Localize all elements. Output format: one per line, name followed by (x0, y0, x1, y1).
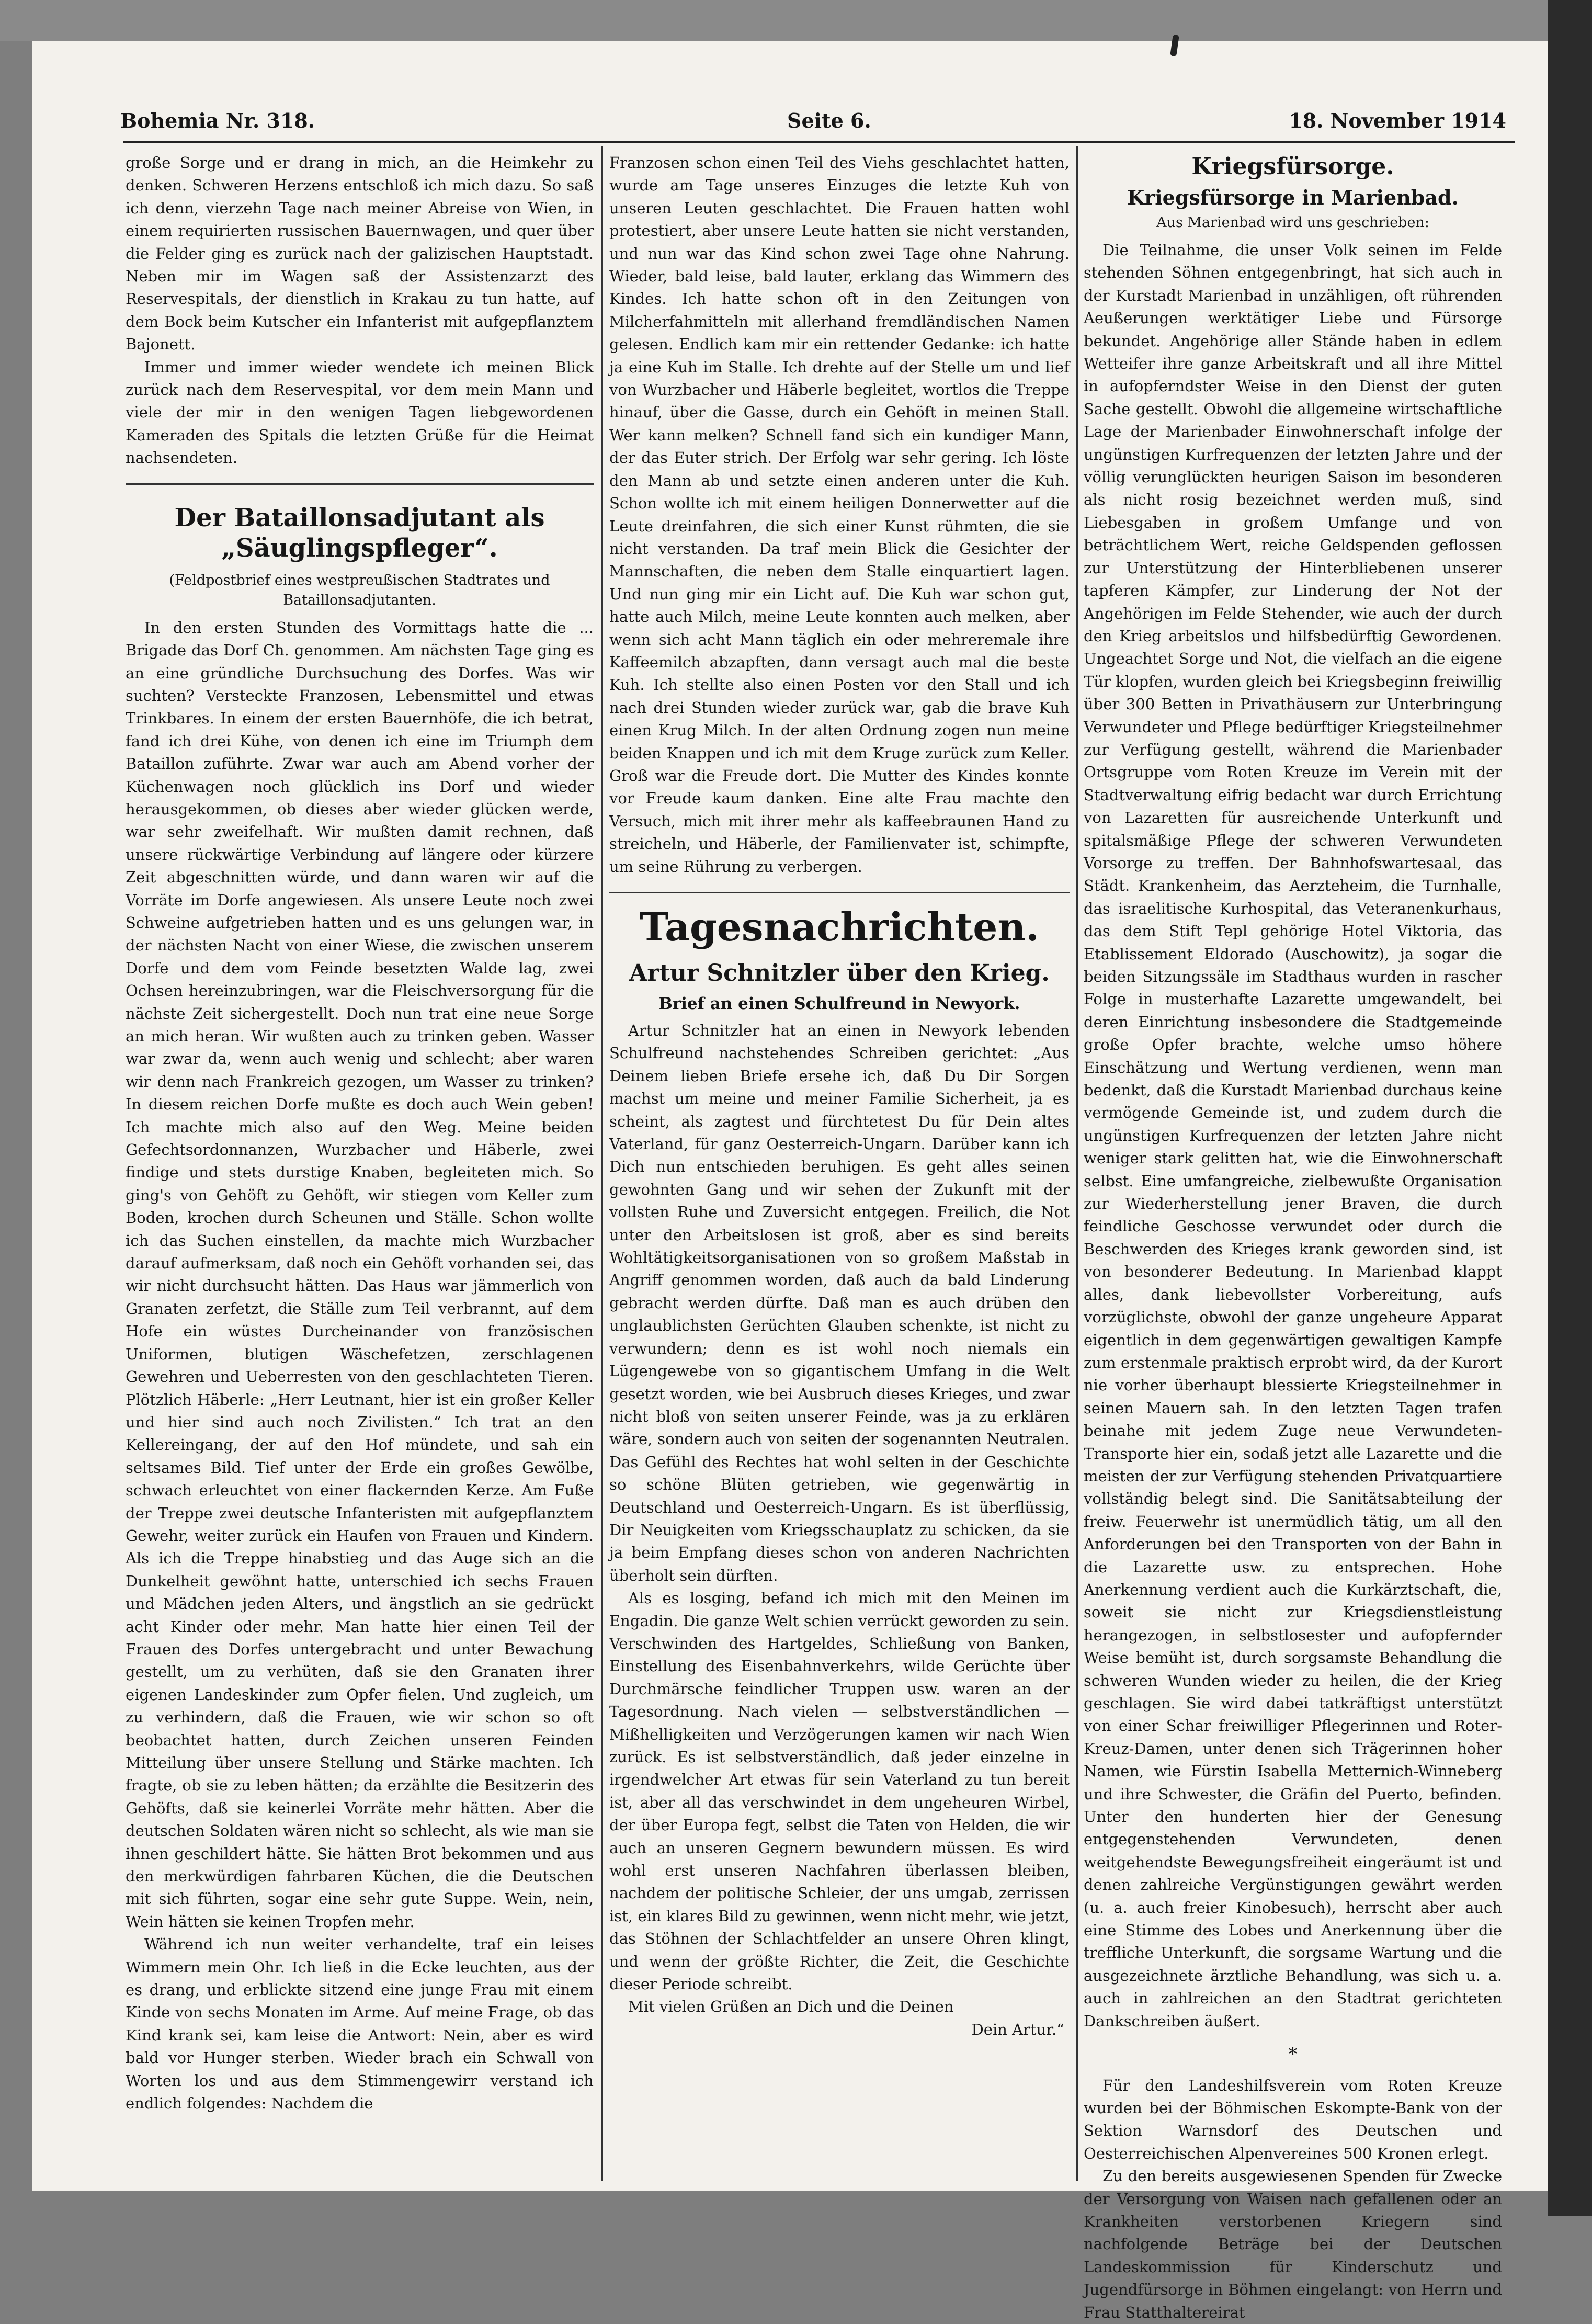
col2-paragraph-4: Mit vielen Grüßen an Dich und die Deinen (628, 1998, 954, 2016)
col2-paragraph-2: Artur Schnitzler hat an einen in Newyork lebenden Schulfreund nachstehendes Schreiben gerichtet: „Aus Deinem lieben Briefe ersehe ich, daß Du Dir Sorgen machst um meine und meiner Familie Sicherheit, ja es scheint, als zagtest und fürchtetest Du für Dein altes Vaterland, für ganz Oesterreich-Ungarn. Darüber kann ich Dich nun entschieden beruhigen. Es geht alles seinen gewohnten Gang und wir sehen der Zukunft mit der vollsten Ruhe und Zuversicht entgegen. Freilich, die Not unter den Arbeitslosen ist groß, aber es sind bereits Wohltätigkeitsorganisationen von so großem Maßstab in Angriff genommen worden, daß auch da bald Linderung gebracht werden dürfte. Daß man es auch drüben den unglaublichsten Gerüchten Glauben schenkte, ist nicht zu verwundern; denn es ist wohl noch niemals ein Lügengewebe von so gigantischem Umfang in die Welt gesetzt worden, wie bei Ausbruch dieses Krieges, und zwar nicht bloß von seiten unserer Feinde, was ja zu erklären wäre, sondern auch von seiten der sogenannten Neutralen. Das Gefühl des Rechtes hat wohl selten in der Geschichte so schöne Blüten getrieben, wie gegenwärtig in Deutschland und Oesterreich-Ungarn. Es ist überflüssig, Dir Neuigkeiten vom Kriegsschauplatz zu schicken, da sie ja beim Empfang dieses schon von anderen Nachrichten überholt sein dürften. (609, 1022, 1070, 1584)
article-byline-marienbad: Aus Marienbad wird uns geschrieben: (1156, 214, 1429, 231)
letter-signoff: Dein Artur.“ (971, 2020, 1064, 2038)
col1-paragraph-3: In den ersten Stunden des Vormittags hatte die ... Brigade das Dorf Ch. genommen. Am nächsten Tage ging es an eine gründliche Durchsuchung des Dorfes. Was wir suchten? Versteckte Franzosen, Lebensmittel und etwas Trinkbares. In einem der ersten Bauernhöfe, die ich betrat, fand ich drei Kühe, von denen ich eine im Triumph dem Bataillon zuführte. Zwar war auch am Abend vorher der Küchenwagen noch glücklich ins Dorf und wieder herausgekommen, ob dieses aber wieder glücken werde, war sehr zweifelhaft. Wir mußten damit rechnen, daß unsere rückwärtige Verbindung auf längere oder kürzere Zeit abgeschnitten würde, und dann waren wir auf die Vorräte im Dorfe angewiesen. Als unsere Leute noch zwei Schweine aufgetrieben hatten und es uns gelungen war, in der nächsten Nacht von einer Wiese, die zwischen unserem Dorfe und dem vom Feinde besetzten Walde lag, zwei Ochsen hereinzubringen, war die Fleischversorgung für die nächste Zeit sichergestellt. Doch nun trat eine neue Sorge an mich heran. Wir wußten auch zu trinken geben. Wasser war zwar da, wenn auch wenig und schlecht; aber waren wir denn nach Frankreich gezogen, um Wasser zu trinken? In diesem reichen Dorfe mußte es doch auch Wein geben! Ich machte mich also auf den Weg. Meine beiden Gefechtsordonnanzen, Wurzbacher und Häberle, zwei findige und stets durstige Knaben, begleiteten mich. So ging's von Gehöft zu Gehöft, wir stiegen vom Keller zum Boden, krochen durch Scheunen und Ställe. Schon wollte ich das Suchen einstellen, da machte mich Wurzbacher darauf aufmerksam, daß noch ein Gehöft vorhanden sei, das wir nicht durchsucht hätten. Das Haus war jämmerlich von Granaten zerfetzt, die Ställe zum Teil verbrannt, auf dem Hofe ein wüstes Durcheinander von französischen Uniformen, blutigen Wäschefetzen, zerschlagenen Gewehren und Ueberresten von den geschlachteten Tieren. Plötzlich Häberle: „Herr Leutnant, hier ist ein großer Keller und hier sind auch noch Zivilisten.“ Ich trat an den Kellereingang, der auf den Hof mündete, und sah ein seltsames Bild. Tief unter der Erde ein großes Gewölbe, schwach erleuchtet von einer flackernden Kerze. Am Fuße der Treppe zwei deutsche Infanteristen mit aufgepflanztem Gewehr, weiter zurück ein Haufen von Frauen und Kindern. Als ich die Treppe hinabstieg und das Auge sich an die Dunkelheit gewöhnt hatte, unterschied ich sechs Frauen und Mädchen jeden Alters, und ängstlich an sie gedrückt acht Kinder oder mehr. Man hatte hier einen Teil der Frauen des Dorfes untergebracht und unter Bewachung gestellt, um zu verhüten, daß sie den Granaten ihrer eigenen Landeskinder zum Opfer fielen. Und zugleich, um zu verhindern, daß die Frauen, wie wir schon so oft beobachtet hatten, durch Zeichen unseren Feinden Mitteilung über unsere Stellung und Stärke machten. Ich fragte, ob sie zu leben hätten; da erzählte die Besitzerin des Gehöfts, daß sie keinerlei Vorräte mehr hätten. Aber die deutschen Soldaten wären nicht so schlecht, als wie man sie ihnen geschildert hätte. Sie hätten Brot bekommen und aus den merkwürdigen fahrbaren Küchen, die die Deutschen mit sich führten, sogar eine sehr gute Suppe. Wein, nein, Wein hätten sie keinen Tropfen mehr. (126, 618, 594, 1931)
header-date: 18. November 1914 (1289, 109, 1506, 132)
col1-separator (126, 483, 594, 485)
col3-paragraph-2: Für den Landeshilfsverein vom Roten Kreuze wurden bei der Böhmischen Eskompte-Bank von der Sektion Warnsdorf des Deutschen und Oesterreichischen Alpenvereines 500 Kronen erlegt. (1084, 2076, 1502, 2162)
header-masthead: Bohemia Nr. 318. (120, 109, 315, 132)
column-1 (126, 152, 594, 2179)
col3-paragraph-3: Zu den bereits ausgewiesenen Spenden für Zwecke der Versorgung von Waisen nach gefallenen oder an Krankheiten verstorbenen Kriegern sind nachfolgende Beträge bei der Deutschen Landeskommission für Kinderschutz und Jugendfürsorge in Böhmen eingelangt: von Herrn und Frau Statthaltereirat (1084, 2167, 1502, 2321)
col2-separator (609, 892, 1070, 893)
scan-right-margin (1548, 0, 1592, 2216)
page-header (94, 109, 1506, 140)
article-title-schnitzler: Artur Schnitzler über den Krieg. (629, 960, 1050, 987)
article-byline-adjutant: (Feldpostbrief eines westpreußischen Stadtrates und Bataillonsadjutanten. (169, 572, 550, 608)
section-title-tagesnachrichten: Tagesnachrichten. (640, 905, 1039, 950)
header-rule (123, 141, 1515, 143)
col3-paragraph-1: Die Teilnahme, die unser Volk seinen im Felde stehenden Söhnen entgegenbringt, hat sich auch in der Kurstadt Marienbad in unzähligen, oft rührenden Aeußerungen werktätiger Liebe und Fürsorge bekundet. Angehörige aller Stände haben in edlem Wetteifer ihre ganze Arbeitskraft und all ihre Mittel in aufopferndster Weise in den Dienst der guten Sache gestellt. Obwohl die allgemeine wirtschaftliche Lage der Marienbader Einwohnerschaft infolge der ungünstigen Kurfrequenzen der letzten Jahre und der völlig verunglückten heurigen Saison im besonderen als nicht rosig bezeichnet werden muß, sind Liebesgaben in großem Umfange und von beträchtlichem Wert, reiche Geldspenden geflossen zur Unterstützung der Hinterbliebenen unserer tapferen Kämpfer, zur Linderung der Not der Angehörigen im Felde Stehender, wie auch der durch den Krieg arbeitslos und hilfsbedürftig Gewordenen. Ungeachtet Sorge und Not, die vielfach an die eigene Tür klopfen, wurden gleich bei Kriegsbeginn freiwillig über 300 Betten in Privathäusern zur Unterbringung Verwundeter und Pflege bedürftiger Kriegsteilnehmer zur Verfügung gestellt, während die Marienbader Ortsgruppe vom Roten Kreuze im Verein mit der Stadtverwaltung eifrig bedacht war durch Errichtung von Lazaretten für ausreichende Unterkunft und spitalsmäßige Pflege der schweren Verwundeten Vorsorge zu treffen. Der Bahnhofswartesaal, das Städt. Krankenheim, das Aerzteheim, die Turnhalle, das israelitische Kurhospital, das Veteranenkurhaus, das dem Stift Tepl gehörige Hotel Viktoria, das Etablissement Eldorado (Auschowitz), ja sogar die beiden Sitzungssäle im Stadthaus wurden in rascher Folge in musterhafte Lazarette umgewandelt, bei deren Einrichtung insbesondere die Stadtgemeinde große Opfer brachte, welche umso höhere Einschätzung und Wertung verdienen, wenn man bedenkt, daß die Kurstadt Marienbad durchaus keine vermögende Gemeinde ist, und zudem durch die ungünstigen Kurfrequenzen der letzten Jahre nicht weniger stark gelitten hat, wie die Einwohnerschaft selbst. Eine umfangreiche, zielbewußte Organisation zur Wiederherstellung jener Braven, die durch feindliche Geschosse verwundet oder durch die Beschwerden des Krieges krank geworden sind, ist von besonderer Bedeutung. In Marienbad klappt alles, dank liebevollster Vorbereitung, aufs vorzüglichste, obwohl der ganze ungeheure Apparat eigentlich in dem gegenwärtigen gewaltigen Kampfe zum erstenmale praktisch erprobt wird, da der Kurort nie vorher überhaupt blessierte Kriegsteilnehmer in seinen Mauern sah. In den letzten Tagen trafen beinahe mit jedem Zuge neue Verwundeten-Transporte hier ein, sodaß jetzt alle Lazarette und die meisten der zur Verfügung stehenden Privatquartiere vollständig belegt sind. Die Sanitätsabteilung der freiw. Feuerwehr ist unermüdlich tätig, um all den Anforderungen bei den Transporten von der Bahn in die Lazarette usw. zu entsprechen. Hohe Anerkennung verdient auch die Kurkärztschaft, die, soweit sie nicht zur Kriegsdienstleistung herangezogen, in selbstlosester und aufopfernder Weise bemüht ist, durch sorgsamste Behandlung die schweren Wunden wieder zu heilen, die der Krieg geschlagen. Sie wird dabei tatkräftigst unterstützt von einer Schar freiwilliger Pflegerinnen und Roter-Kreuz-Damen, unter denen sich Trägerinnen hoher Namen, wie Fürstin Isabella Metternich-Winneberg und ihre Schwester, die Gräfin del Puerto, befinden. Unter den hunderten hier der Genesung entgegenstehenden Verwundeten, denen weitgehendste Bewegungsfreiheit eingeräumt ist und denen zahlreiche Vergünstigungen gewährt werden (u. a. auch freier Kinobesuch), herrscht aber auch eine Stimme des Lobes und Anerkennung über die treffliche Unterkunft, die sorgsame Wartung und die ausgezeichnete ärztliche Behandlung, was sich u. a. auch in zahlreichen an den Stadtrat gerichteten Dankschreiben äußert. (1084, 241, 1502, 2030)
column-divider-1 (601, 146, 603, 2181)
col1-paragraph-2: Immer und immer wieder wendete ich meinen Blick zurück nach dem Reservespital, vor dem mein Mann und viele der mir in den wenigen Tagen liebgewordenen Kameraden des Spitals die letzten Grüße für die Heimat nachsendeten. (126, 358, 594, 467)
article-title-marienbad: Kriegsfürsorge in Marienbad. (1127, 186, 1459, 209)
article-subtitle-schnitzler: Brief an einen Schulfreund in Newyork. (658, 994, 1020, 1013)
col2-paragraph-1: Franzosen schon einen Teil des Viehs geschlachtet hatten, wurde am Tage unseres Einzuges die letzte Kuh von unseren Leuten geschlachtet. Die Frauen hatten wohl protestiert, aber unsere Leute hatten sie nicht verstanden, und nun war das Kind schon zwei Tage ohne Nahrung. Wieder, bald leise, bald lauter, erklang das Wimmern des Kindes. Ich hatte schon oft in den Zeitungen von Milcherfahmitteln mit allerhand fremdländischen Namen gelesen. Endlich kam mir ein rettender Gedanke: ich hatte ja eine Kuh im Stalle. Ich drehte auf der Stelle um und lief von Wurzbacher und Häberle begleitet, wortlos die Treppe hinauf, über die Gasse, durch ein Gehöft in meinen Stall. Wer kann melken? Schnell fand sich ein kundiger Mann, der das Euter strich. Der Erfolg war sehr gering. Ich löste den Mann ab und setzte einen anderen unter die Kuh. Schon wollte ich mit einem heiligen Donnerwetter auf die Leute dreinfahren, die sich einer Kunst rühmten, die sie nicht verstanden. Da traf mein Blick die Gesichter der Mannschaften, die neben dem Stalle einquartiert lagen. Und nun ging mir ein Licht auf. Die Kuh war schon gut, hatte auch Milch, meine Leute konnten auch melken, aber wenn sich acht Mann täglich ein oder mehreremale ihre Kaffeemilch abzapften, dann versagt auch mal die beste Kuh. Ich stellte also einen Posten vor den Stall und ich nach drei Stunden wieder zurück war, gab die brave Kuh einen Krug Milch. In der alten Ordnung zogen nun meine beiden Knappen und ich mit dem Kruge zurück zum Keller. Groß war die Freude dort. Die Mutter des Kindes konnte vor Freude kaum danken. Eine alte Frau machte den Versuch, mich mit ihrer mehr als kaffeebraunen Hand zu streicheln, und Häberle, der Familienvater ist, schimpfte, um seine Rührung zu verbergen. (609, 154, 1070, 876)
column-divider-2 (1076, 146, 1078, 2181)
header-page-number: Seite 6. (787, 109, 871, 132)
column-2 (609, 152, 1070, 2179)
col1-paragraph-1: große Sorge und er drang in mich, an die Heimkehr zu denken. Schweren Herzens entschloß ich mich dazu. So saß ich denn, vierzehn Tage nach meiner Abreise von Wien, in einem requirierten russischen Bauernwagen, und quer über die Felder ging es zurück nach der galizischen Hauptstadt. Neben mir im Wagen saß der Assistenzarzt des Reservespitals, der dienstlich in Krakau zu tun hatte, auf dem Bock beim Kutscher ein Infanterist mit aufgepflanztem Bajonett. (126, 154, 594, 354)
article-title-adjutant: Der Bataillonsadjutant als „Säuglingspfleger“. (174, 503, 545, 563)
scan-top-margin (0, 0, 1592, 41)
section-title-kriegsfuersorge: Kriegsfürsorge. (1191, 153, 1394, 180)
col2-paragraph-3: Als es losging, befand ich mich mit den Meinen im Engadin. Die ganze Welt schien verrückt geworden zu sein. Verschwinden des Hartgeldes, Schließung von Banken, Einstellung des Eisenbahnverkehrs, wilde Gerüchte über Durchmärsche feindlicher Truppen usw. waren an der Tagesordnung. Nach vielen — selbstverständlichen — Mißhelligkeiten und Verzögerungen kamen wir nach Wien zurück. Es ist selbstverständlich, daß jeder einzelne in irgendwelcher Art etwas für sein Vaterland zu tun bereit ist, aber all das verschwindet in dem ungeheuren Wirbel, der über Europa fegt, selbst die Taten von Helden, die wir auch an unseren Gegnern bewundern müssen. Es wird wohl erst unseren Nachfahren überlassen bleiben, nachdem der politische Schleier, der uns umgab, zerrissen ist, ein klares Bild zu gewinnen, wenn nicht mehr, wie jetzt, das Stöhnen der Schlachtfelder an unsere Ohren klingt, und wenn der größte Richter, die Zeit, die Geschichte dieser Periode schreibt. (609, 1589, 1070, 1993)
col1-paragraph-4: Während ich nun weiter verhandelte, traf ein leises Wimmern mein Ohr. Ich ließ in die Ecke leuchten, aus der es drang, und erblickte sitzend eine junge Frau mit einem Kinde von sechs Monaten im Arme. Auf meine Frage, ob das Kind krank sei, kam leise die Antwort: Nein, aber es wird bald vor Hunger sterben. Wieder brach ein Schwall von Worten los und aus dem Stimmengewirr verstand ich endlich folgendes: Nachdem die (126, 1935, 594, 2113)
section-star: * (1288, 2044, 1298, 2065)
column-3 (1084, 152, 1502, 2321)
